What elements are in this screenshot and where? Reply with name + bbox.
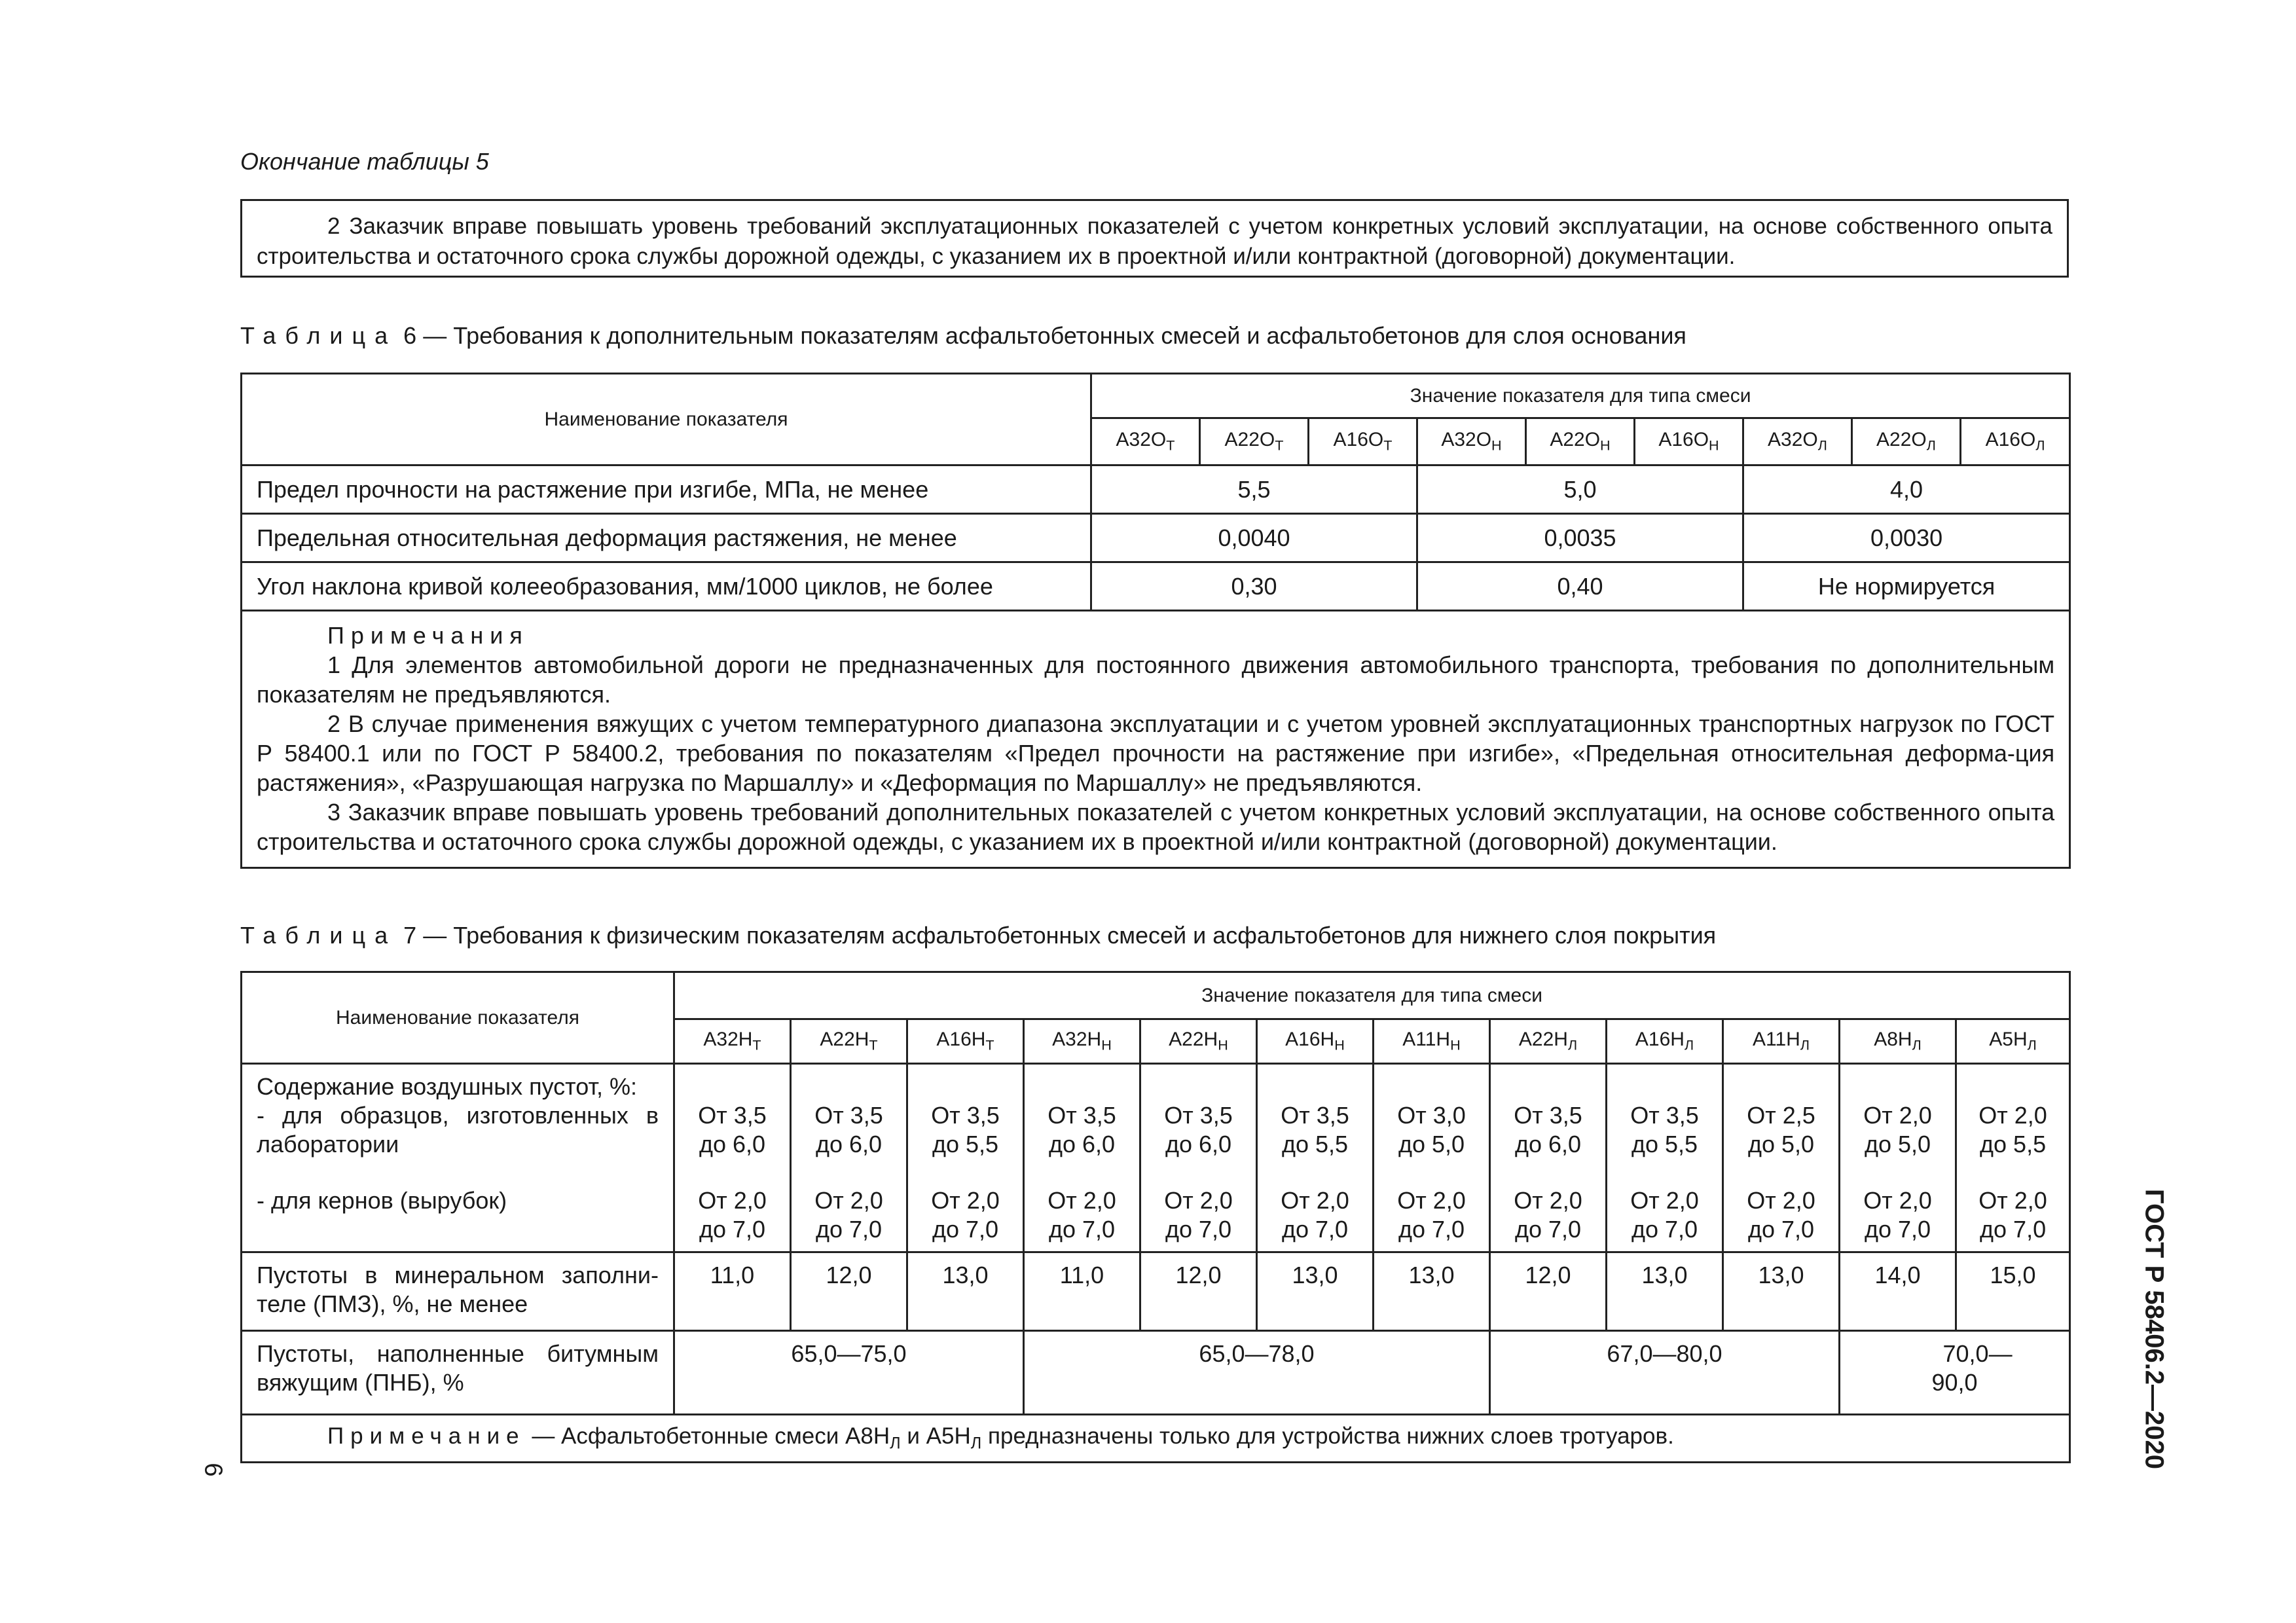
cell-value: От 3,5 до 6,0 От 2,0 до 7,0 (674, 1064, 791, 1252)
table-row (242, 514, 2070, 562)
row-name-line: - для кернов (вырубок) (257, 1187, 507, 1214)
note-sub: Л (970, 1434, 982, 1453)
table6-header-value: Значение показателя для типа смеси (1091, 374, 2070, 418)
cell-value: 13,0 (1723, 1252, 1840, 1331)
table7-header-value: Значение показателя для типа смеси (674, 972, 2070, 1019)
table7-mix-type: $А11Н_Н$ (1374, 1019, 1490, 1064)
cell-value: От 3,5 до 6,0 От 2,0 до 7,0 (1140, 1064, 1257, 1252)
note-item: 1 Для элементов автомобильной дороги не предназначенных для постоянного движения автомобильного транспорта, требования по дополнительным показателям не предъявляются. (257, 651, 2055, 708)
cell-value: 0,0040 (1091, 514, 1417, 562)
table7-mix-type: $А32Н_Н$ (1024, 1019, 1140, 1064)
page-number (196, 1453, 229, 1486)
table7-mix-type: $А22Н_Т$ (791, 1019, 907, 1064)
cell-value: От 3,5 до 6,0 От 2,0 до 7,0 (1024, 1064, 1140, 1252)
note-title: Примечание (327, 1423, 526, 1449)
cell-value: 13,0 (1257, 1252, 1374, 1331)
cell-value: 0,0030 (1743, 514, 2070, 562)
cell-value: От 3,0 до 5,0 От 2,0 до 7,0 (1374, 1064, 1490, 1252)
cell-value: 0,0035 (1417, 514, 1743, 562)
cell-value: 0,40 (1417, 562, 1743, 611)
cell-value: От 3,5 до 5,5 От 2,0 до 7,0 (907, 1064, 1024, 1252)
table5-note: 2 Заказчик вправе повышать уровень требований эксплуатационных показателей с учетом конкретных условий эксплуатации, на основе собственного опыта строительства и остаточного срока службы дорожной одежды, с указанием их в проектной и/или контрактной (договорной) документации. (240, 199, 2069, 278)
row-name-line: - для образцов, изготовленных в лаборатории (257, 1102, 659, 1158)
note-text: — Асфальтобетонные смеси А8Н (532, 1423, 890, 1449)
table7-caption (240, 922, 1716, 949)
table-row (242, 465, 2070, 514)
table7-mix-type: $А11Н_Л$ (1723, 1019, 1840, 1064)
row-name: Предел прочности на растяжение при изгибе, МПа, не менее (242, 465, 1091, 514)
table7-note (242, 1415, 2070, 1463)
cell-value: 11,0 (674, 1252, 791, 1331)
cell-value: От 2,0 до 5,5 От 2,0 до 7,0 (1956, 1064, 2070, 1252)
row-name: Пустоты в минеральном заполни-теле (ПМЗ), %, не менее (242, 1252, 674, 1331)
cell-value: 11,0 (1024, 1252, 1140, 1331)
cell-value: Не нормируется (1743, 562, 2070, 611)
cell-value: От 2,5 до 5,0 От 2,0 до 7,0 (1723, 1064, 1840, 1252)
note-item: 3 Заказчик вправе повышать уровень требований дополнительных показателей с учетом конкретных условий эксплуатации, на основе собственного опыта строительства и остаточного срока службы дорожной одежды, с указанием их в проектной и/или контрактной (договорной) документации. (257, 799, 2055, 855)
table6-mix-type: $А16О_Л$ (1961, 418, 2070, 465)
table6-caption-word: Таблица (240, 322, 397, 349)
note-sub: Л (890, 1434, 901, 1453)
table7-mix-type: $А22Н_Н$ (1140, 1019, 1257, 1064)
table7 (240, 971, 2071, 1463)
table7-mix-type: $А5Н_Л$ (1956, 1019, 2070, 1064)
table6-mix-type: $А22О_Т$ (1200, 418, 1309, 465)
cell-value: От 3,5 до 6,0 От 2,0 до 7,0 (1490, 1064, 1607, 1252)
table6-caption-text: 6 — Требования к дополнительным показателям асфальтобетонных смесей и асфальтобетонов для слоя основания (403, 322, 1686, 349)
page-number-text: 6 (199, 1463, 227, 1477)
table-row (242, 1252, 2070, 1331)
cell-value: 13,0 (907, 1252, 1024, 1331)
table6-mix-type: $А22О_Н$ (1526, 418, 1635, 465)
side-header (2134, 1172, 2174, 1486)
table7-caption-text: 7 — Требования к физическим показателям асфальтобетонных смесей и асфальтобетонов для нижнего слоя покрытия (403, 922, 1717, 949)
continuation-label: Окончание таблицы 5 (240, 148, 489, 175)
cell-value: 0,30 (1091, 562, 1417, 611)
cell-value: 4,0 (1743, 465, 2070, 514)
cell-value: 65,0—75,0 (674, 1331, 1024, 1415)
cell-value: 65,0—78,0 (1024, 1331, 1490, 1415)
row-name-air-voids (242, 1064, 674, 1252)
cell-value: 5,5 (1091, 465, 1417, 514)
table6-mix-type: $А16О_Н$ (1635, 418, 1743, 465)
cell-value: 5,0 (1417, 465, 1743, 514)
table-row (242, 562, 2070, 611)
note-item: 2 В случае применения вяжущих с учетом температурного диапазона эксплуатации и с учетом уровней эксплуатационных транспортных нагрузок по ГОСТ Р 58400.1 или по ГОСТ Р 58400.2, требования по показателям «Предел прочности на растяжение при изгибе», «Предельная относительная деформа-ция растяжения», «Разрушающая нагрузка по Маршаллу» и «Деформация по Маршаллу» не предъявляются. (257, 710, 2055, 796)
cell-value: От 3,5 до 5,5 От 2,0 до 7,0 (1607, 1064, 1723, 1252)
row-name: Пустоты, наполненные битумным вяжущим (ПНБ), % (242, 1331, 674, 1415)
table6-mix-type: $А32О_Т$ (1091, 418, 1200, 465)
table6 (240, 373, 2071, 869)
table7-mix-type: $А8Н_Л$ (1840, 1019, 1956, 1064)
row-name-line: Содержание воздушных пустот, %: (257, 1073, 638, 1100)
table-row (242, 1064, 2070, 1252)
table6-mix-type: $А16О_Т$ (1309, 418, 1417, 465)
cell-value: От 2,0 до 5,0 От 2,0 до 7,0 (1840, 1064, 1956, 1252)
standard-designation: ГОСТ Р 58406.2—2020 (2140, 1188, 2169, 1470)
table7-header-name: Наименование показателя (242, 972, 674, 1064)
cell-value: 12,0 (1490, 1252, 1607, 1331)
cell-value: 12,0 (1140, 1252, 1257, 1331)
table7-mix-type: $А16Н_Л$ (1607, 1019, 1723, 1064)
cell-value: 14,0 (1840, 1252, 1956, 1331)
notes-title: Примечания (327, 622, 529, 649)
row-name: Угол наклона кривой колееобразования, мм/1000 циклов, не более (242, 562, 1091, 611)
table7-mix-type: $А16Н_Н$ (1257, 1019, 1374, 1064)
table7-mix-type: $А16Н_Т$ (907, 1019, 1024, 1064)
cell-value: 15,0 (1956, 1252, 2070, 1331)
note-text: предназначены только для устройства нижних слоев тротуаров. (988, 1423, 1674, 1449)
table7-caption-word: Таблица (240, 922, 397, 949)
cell-value: 13,0 (1607, 1252, 1723, 1331)
table6-mix-type: $А32О_Л$ (1743, 418, 1852, 465)
table6-mix-type: $А32О_Н$ (1417, 418, 1526, 465)
cell-value: 70,0— 90,0 (1840, 1331, 2070, 1415)
table6-mix-type: $А22О_Л$ (1852, 418, 1961, 465)
cell-value: 12,0 (791, 1252, 907, 1331)
table-row (242, 1331, 2070, 1415)
cell-value: 67,0—80,0 (1490, 1331, 1840, 1415)
cell-value: 13,0 (1374, 1252, 1490, 1331)
note-text: и А5Н (907, 1423, 971, 1449)
table7-mix-type: $А22Н_Л$ (1490, 1019, 1607, 1064)
table7-mix-type: $А32Н_Т$ (674, 1019, 791, 1064)
cell-value: От 3,5 до 6,0 От 2,0 до 7,0 (791, 1064, 907, 1252)
table6-header-name: Наименование показателя (242, 374, 1091, 465)
table6-caption (240, 322, 1686, 350)
table6-notes (242, 611, 2070, 868)
cell-value: От 3,5 до 5,5 От 2,0 до 7,0 (1257, 1064, 1374, 1252)
row-name: Предельная относительная деформация растяжения, не менее (242, 514, 1091, 562)
